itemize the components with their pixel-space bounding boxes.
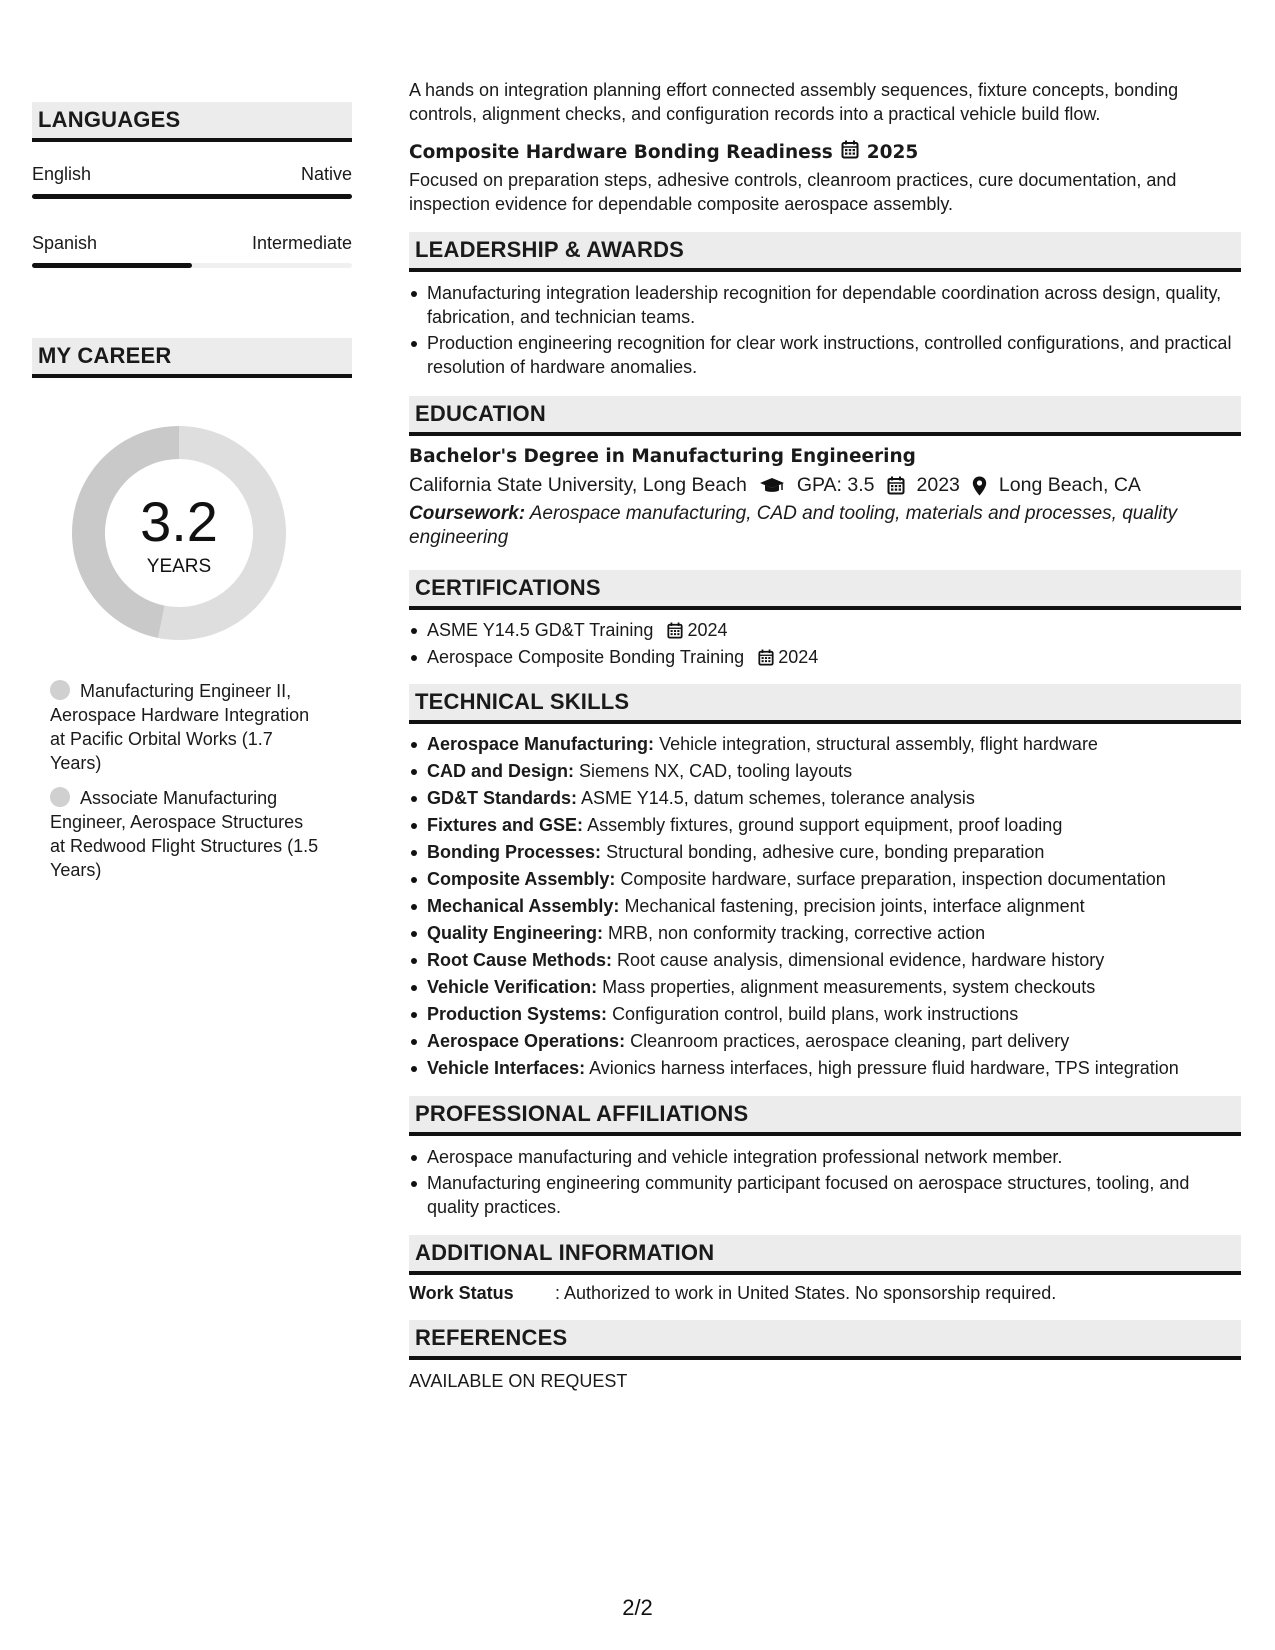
legend-dot bbox=[50, 680, 70, 700]
coursework bbox=[409, 502, 1241, 550]
language-level: Native bbox=[300, 164, 352, 184]
language-item bbox=[32, 164, 352, 199]
right-column bbox=[409, 78, 1241, 1393]
degree-title: Bachelor's Degree in Manufacturing Engineering bbox=[409, 446, 916, 467]
coursework-text: Aerospace manufacturing, CAD and tooling, materials and processes, quality engineering bbox=[409, 503, 1178, 548]
education-year: 2023 bbox=[916, 474, 960, 496]
left-column bbox=[32, 102, 352, 882]
skill-label: CAD and Design: bbox=[427, 761, 575, 781]
map-pin-icon bbox=[972, 476, 987, 496]
coursework-label: Coursework: bbox=[409, 503, 526, 524]
skill-item bbox=[409, 1028, 1241, 1055]
education-gpa: GPA: 3.5 bbox=[796, 474, 875, 496]
skill-item bbox=[409, 974, 1241, 1001]
certifications-list bbox=[409, 618, 1241, 669]
skill-label: Aerospace Operations: bbox=[427, 1031, 626, 1051]
skill-value: ASME Y14.5, datum schemes, tolerance analysis bbox=[581, 788, 975, 808]
skill-label: Mechanical Assembly: bbox=[427, 896, 620, 916]
leadership-list bbox=[409, 281, 1241, 379]
leadership-heading: LEADERSHIP & AWARDS bbox=[409, 232, 1241, 272]
graduation-cap-icon bbox=[759, 477, 785, 495]
languages-heading: LANGUAGES bbox=[32, 102, 352, 142]
skill-label: Fixtures and GSE: bbox=[427, 815, 584, 835]
affiliations-heading: PROFESSIONAL AFFILIATIONS bbox=[409, 1096, 1241, 1136]
work-status-label: Work Status bbox=[409, 1283, 514, 1303]
skill-value: Cleanroom practices, aerospace cleaning, part delivery bbox=[630, 1031, 1070, 1051]
skill-label: Production Systems: bbox=[427, 1004, 608, 1024]
calendar-icon bbox=[887, 476, 905, 495]
additional-heading: ADDITIONAL INFORMATION bbox=[409, 1235, 1241, 1275]
skill-item bbox=[409, 1001, 1241, 1028]
certifications-heading: CERTIFICATIONS bbox=[409, 570, 1241, 610]
skill-value: Structural bonding, adhesive cure, bonding preparation bbox=[606, 842, 1045, 862]
proficiency-bar bbox=[32, 194, 352, 199]
career-total-unit: YEARS bbox=[146, 556, 212, 577]
list-item: Manufacturing integration leadership recognition for dependable coordination across design, quality, fabrication, and technician teams. bbox=[409, 281, 1241, 329]
skill-label: Quality Engineering: bbox=[427, 923, 604, 943]
school-name: California State University, Long Beach bbox=[409, 474, 747, 496]
skill-item bbox=[409, 731, 1241, 758]
skill-item bbox=[409, 1055, 1241, 1082]
proficiency-bar-fill bbox=[32, 263, 192, 268]
skill-label: Bonding Processes: bbox=[427, 842, 602, 862]
career-donut-chart bbox=[66, 420, 292, 646]
certification-year: 2024 bbox=[687, 620, 728, 640]
skill-value: Mechanical fastening, precision joints, interface alignment bbox=[624, 896, 1085, 916]
proficiency-bar-fill bbox=[32, 194, 352, 199]
career-role-item bbox=[32, 679, 322, 775]
skill-label: Aerospace Manufacturing: bbox=[427, 734, 655, 754]
language-name: Spanish bbox=[32, 233, 98, 253]
project-description: Focused on preparation steps, adhesive controls, cleanroom practices, cure documentation, and inspection evidence for dependable composite aerospace assembly. bbox=[409, 170, 1177, 214]
project-title-row bbox=[409, 140, 1241, 164]
calendar-icon bbox=[758, 649, 774, 666]
skill-item bbox=[409, 758, 1241, 785]
certification-year: 2024 bbox=[778, 647, 819, 667]
skill-label: Composite Assembly: bbox=[427, 869, 616, 889]
skill-value: Root cause analysis, dimensional evidence, hardware history bbox=[617, 950, 1105, 970]
language-item bbox=[32, 233, 352, 268]
education-location: Long Beach, CA bbox=[998, 474, 1141, 496]
skill-value: Avionics harness interfaces, high pressure fluid hardware, TPS integration bbox=[589, 1058, 1179, 1078]
project-title: Composite Hardware Bonding Readiness bbox=[409, 141, 833, 163]
skill-value: MRB, non conformity tracking, corrective action bbox=[608, 923, 986, 943]
skill-item bbox=[409, 839, 1241, 866]
skill-label: Root Cause Methods: bbox=[427, 950, 613, 970]
skill-label: GD&T Standards: bbox=[427, 788, 578, 808]
list-item bbox=[409, 645, 1241, 669]
skill-value: Vehicle integration, structural assembly, flight hardware bbox=[659, 734, 1098, 754]
skill-item bbox=[409, 893, 1241, 920]
work-status-value: : Authorized to work in United States. No sponsorship required. bbox=[555, 1283, 1057, 1303]
certification-name: Aerospace Composite Bonding Training bbox=[427, 647, 745, 667]
skill-item bbox=[409, 866, 1241, 893]
language-level: Intermediate bbox=[251, 233, 352, 253]
references-text: AVAILABLE ON REQUEST bbox=[409, 1371, 628, 1391]
skill-label: Vehicle Verification: bbox=[427, 977, 598, 997]
language-name: English bbox=[32, 164, 92, 184]
calendar-icon bbox=[667, 622, 683, 639]
certification-name: ASME Y14.5 GD&T Training bbox=[427, 620, 654, 640]
proficiency-bar bbox=[32, 263, 352, 268]
skill-value: Siemens NX, CAD, tooling layouts bbox=[579, 761, 853, 781]
career-role-text: Manufacturing Engineer II, Aerospace Hardware Integration at Pacific Orbital Works (1.7 Years) bbox=[50, 681, 310, 773]
skill-item bbox=[409, 812, 1241, 839]
list-item: Manufacturing engineering community participant focused on aerospace structures, tooling, and quality practices. bbox=[409, 1171, 1241, 1219]
career-role-text: Associate Manufacturing Engineer, Aerospace Structures at Redwood Flight Structures (1.5 Years) bbox=[50, 788, 319, 880]
skill-label: Vehicle Interfaces: bbox=[427, 1058, 586, 1078]
project-description: A hands on integration planning effort connected assembly sequences, fixture concepts, bonding controls, alignment checks, and configuration records into a practical vehicle build flow. bbox=[409, 80, 1179, 124]
career-total-value: 3.2 bbox=[140, 490, 218, 553]
skill-item bbox=[409, 785, 1241, 812]
legend-dot bbox=[50, 787, 70, 807]
list-item bbox=[409, 618, 1241, 642]
career-role-item bbox=[32, 786, 322, 882]
list-item: Aerospace manufacturing and vehicle integration professional network member. bbox=[409, 1145, 1241, 1169]
work-status-row bbox=[409, 1283, 1241, 1304]
list-item: Production engineering recognition for clear work instructions, controlled configurations, and practical resolution of hardware anomalies. bbox=[409, 331, 1241, 379]
education-meta-row bbox=[409, 474, 1241, 497]
career-heading: MY CAREER bbox=[32, 338, 352, 378]
project-year: 2025 bbox=[866, 141, 919, 163]
skills-list bbox=[409, 731, 1241, 1082]
page-number: 2/2 bbox=[622, 1595, 653, 1620]
skill-value: Composite hardware, surface preparation, inspection documentation bbox=[620, 869, 1166, 889]
education-heading: EDUCATION bbox=[409, 396, 1241, 436]
calendar-icon bbox=[841, 140, 859, 164]
skill-value: Configuration control, build plans, work instructions bbox=[612, 1004, 1019, 1024]
skill-item bbox=[409, 920, 1241, 947]
skill-value: Mass properties, alignment measurements, system checkouts bbox=[602, 977, 1096, 997]
references-heading: REFERENCES bbox=[409, 1320, 1241, 1360]
skill-item bbox=[409, 947, 1241, 974]
skills-heading: TECHNICAL SKILLS bbox=[409, 684, 1241, 724]
affiliations-list bbox=[409, 1145, 1241, 1219]
skill-value: Assembly fixtures, ground support equipment, proof loading bbox=[587, 815, 1063, 835]
